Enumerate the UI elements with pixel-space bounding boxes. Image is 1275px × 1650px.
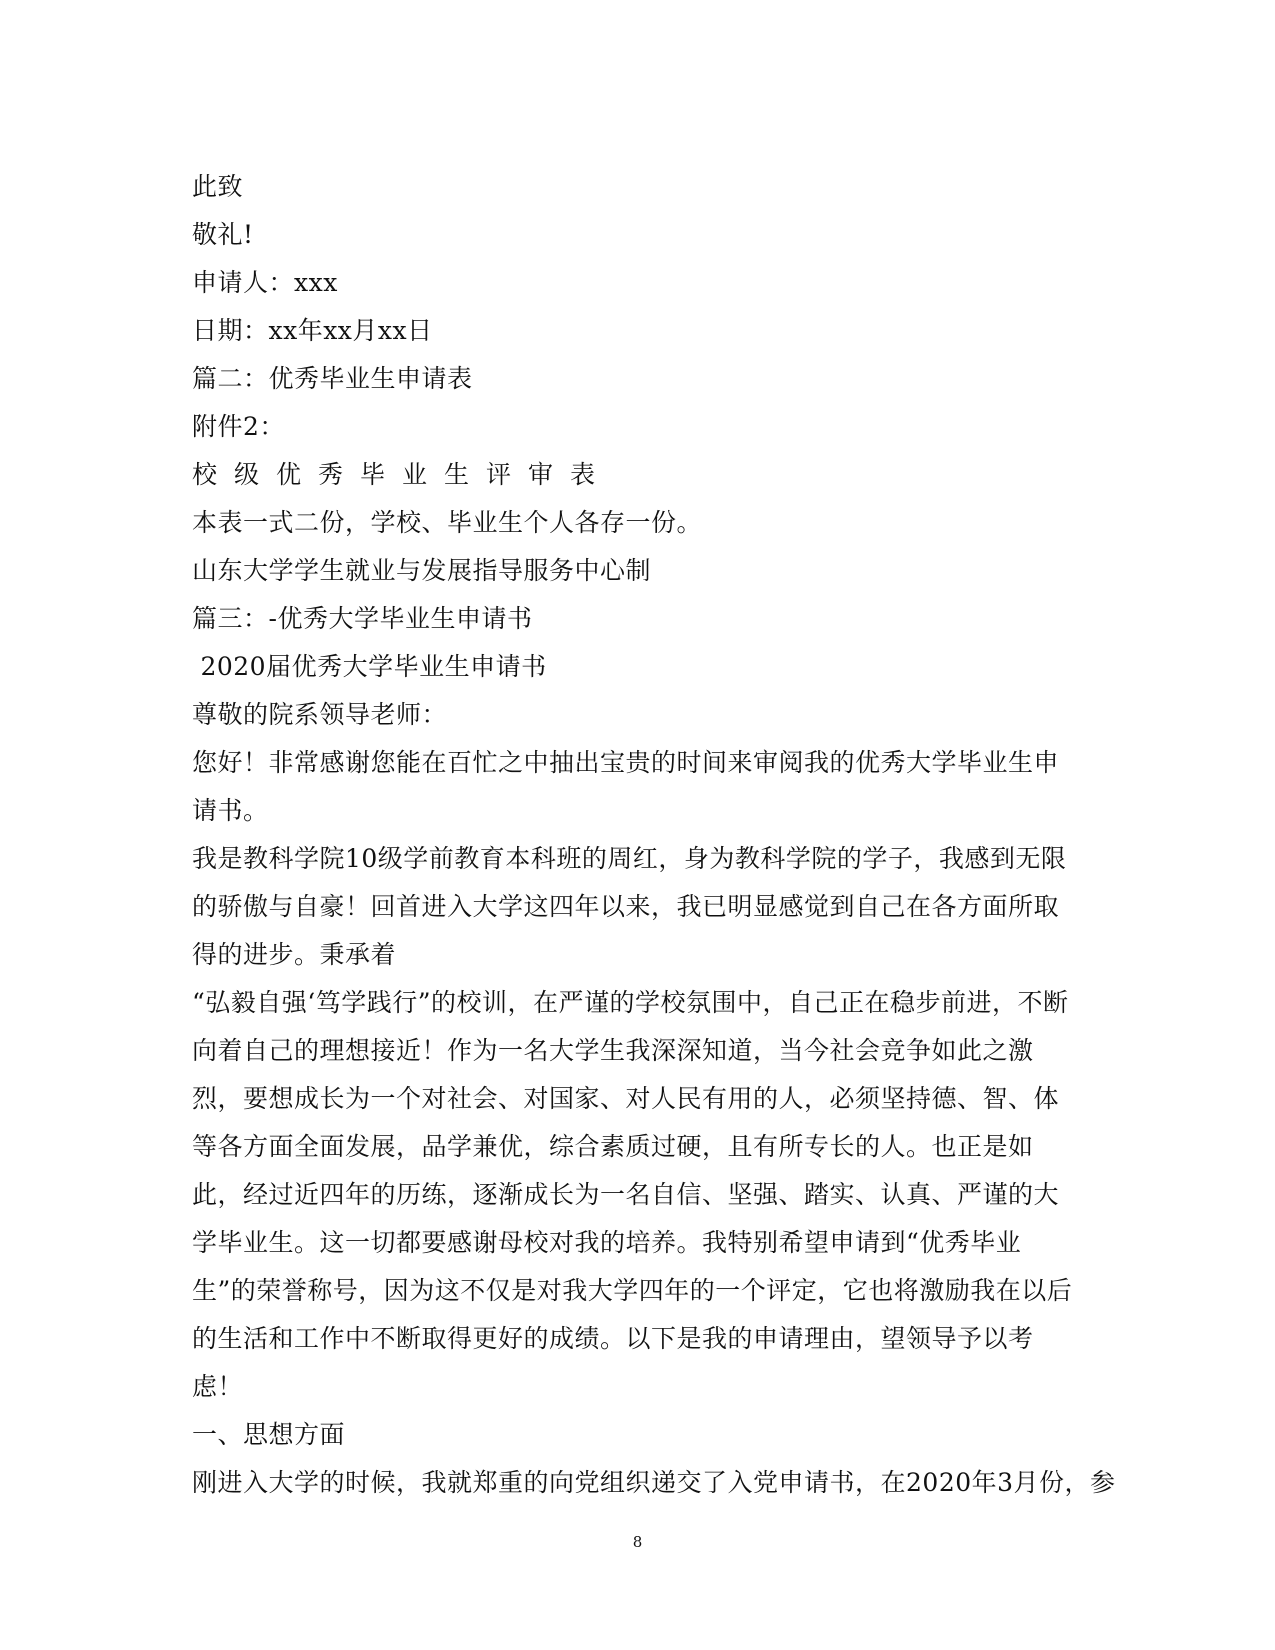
paragraph-party-application: 刚进入大学的时候，我就郑重的向党组织递交了入党申请书，在2020年3月份，参 [192,1468,1116,1497]
section-two-heading: 篇二：优秀毕业生申请表 [192,364,473,393]
section-three-heading: 篇三：-优秀大学毕业生申请书 [192,604,533,633]
applicant-line: 申请人：xxx [192,268,338,297]
attachment-label: 附件2： [192,412,285,441]
page-number: 8 [632,1533,643,1551]
document-body [192,163,1116,1507]
subsection-heading-thought: 一、思想方面 [192,1420,346,1449]
paragraph-intro: 您好！非常感谢您能在百忙之中抽出宝贵的时间来审阅我的优秀大学毕业生申请书。 [192,748,1060,825]
date-line: 日期：xx年xx月xx日 [192,316,433,345]
salutation-line: 敬礼! [192,220,254,249]
paragraph-motto: “弘毅自强‘笃学践行”的校训，在严谨的学校氛围中，自己正在稳步前进，不断向着自己的理想接近！作为一名大学生我深深知道，当今社会竞争如此之激烈，要想成长为一个对社会、对国家、对人民有用的人，必须坚持德、智、体等各方面全面发展，品学兼优，综合素质过硬，且有所专长的人。也正是如此，经过近四年的历练，逐渐成长为一名自信、坚强、踏实、认真、严谨的大学毕业生。这一切都要感谢母校对我的培养。我特别希望申请到“优秀毕业生”的荣誉称号，因为这不仅是对我大学四年的一个评定，它也将激励我在以后的生活和工作中不断取得更好的成绩。以下是我的申请理由，望领导予以考虑！ [192,988,1073,1401]
closing-line: 此致 [192,172,244,201]
letter-title: 2020届优秀大学毕业生申请书 [192,652,547,681]
form-note: 本表一式二份，学校、毕业生个人各存一份。 [192,508,703,537]
paragraph-self-introduction: 我是教科学院10级学前教育本科班的周红，身为教科学院的学子，我感到无限的骄傲与自豪！回首进入大学这四年以来，我已明显感觉到自己在各方面所取得的进步。秉承着 [192,844,1067,969]
form-title: 校级优秀毕业生评审表 [192,460,613,489]
letter-greeting: 尊敬的院系领导老师： [192,700,448,729]
form-issuer: 山东大学学生就业与发展指导服务中心制 [192,556,652,585]
